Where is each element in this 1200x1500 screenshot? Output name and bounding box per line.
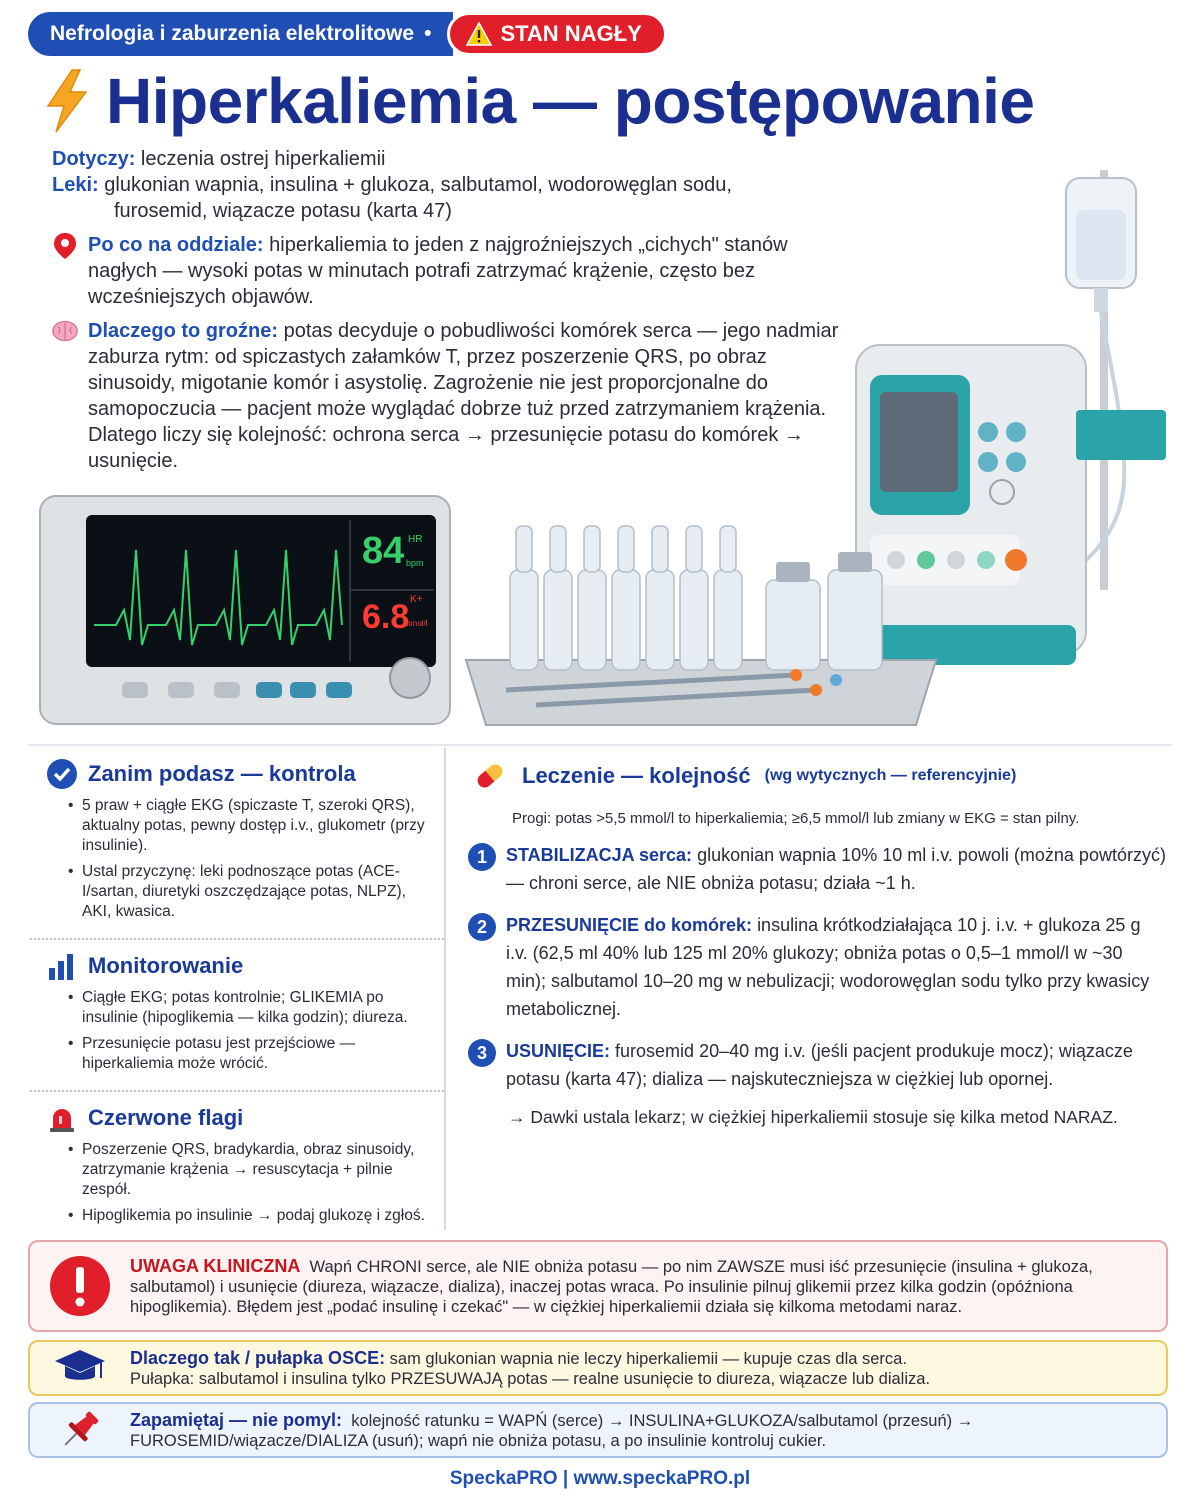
list-item: • 5 praw + ciągłe EKG (spiczaste T, szeroki QRS), aktualny potas, pewny dostęp i.v., glukometr (przy insulinie).: [68, 796, 434, 856]
step-heading: USUNIĘCIE:: [506, 1041, 611, 1061]
remember-box: [28, 1402, 1168, 1458]
leki-text-1: glukonian wapnia, insulina + glukoza, salbutamol, wodorowęglan sodu,: [104, 174, 732, 196]
step-number: 3: [468, 1039, 496, 1067]
dotyczy-label: Dotyczy:: [52, 148, 136, 170]
step-1: [468, 841, 1174, 897]
title-row: [42, 64, 1035, 138]
dlaczego-label: Dlaczego to groźne:: [88, 320, 279, 342]
po-co-label: Po co na oddziale:: [88, 234, 264, 256]
remember-heading: Zapamiętaj — nie pomyl:: [130, 1409, 343, 1430]
clinical-warning-box: [28, 1240, 1168, 1332]
page-title: Hiperkaliemia — postępowanie: [106, 65, 1035, 137]
kontrola-title: Zanim podasz — kontrola: [88, 761, 356, 786]
step-3: [468, 1037, 1174, 1093]
category-label: Nefrologia i zaburzenia elektrolitowe: [50, 22, 415, 45]
medical-equipment-illustration: [36, 170, 1176, 740]
pill-icon: [472, 758, 508, 794]
dosing-note: → Dawki ustala lekarz; w ciężkiej hiperkaliemii stosuje się kilka metod NARAZ.: [508, 1107, 1118, 1127]
step-number: 1: [468, 843, 496, 871]
emergency-label: STAN NAGŁY: [500, 21, 642, 46]
potassium-value: 6.8: [362, 598, 410, 636]
category-pill: [28, 12, 453, 56]
monitorowanie-section: [30, 938, 444, 1090]
thresholds-text: Progi: potas >5,5 mmol/l to hiperkaliemia; ≥6,5 mmol/l lub zmiany w EKG = stan pilny.: [512, 810, 1080, 827]
list-item: • Przesunięcie potasu jest przejściowe — hiperkaliemia może wrócić.: [68, 1034, 434, 1074]
step-text: furosemid 20–40 mg i.v. (jeśli pacjent produkuje mocz); wiązacze potasu (karta 47); dializa — najskuteczniejsza w ciężkiej lub opornej.: [506, 1041, 1133, 1089]
warning-text: Wapń CHRONI serce, ale NIE obniża potasu — po nim ZAWSZE musi iść przesunięcie (insulina + glukoza, salbutamol) i usunięcie (diureza, wiązacze, dializa), inaczej potas wraca. Po insulinie pilnuj glikemii przez kilka godzin (opóźniona hipoglikemia). Błędem jest „podać insulinę i czekać" — w ciężkiej hiperkaliemii działa się kilkoma metodami naraz.: [130, 1257, 1093, 1316]
graduation-cap-icon: [53, 1348, 107, 1388]
warning-icon: [466, 22, 492, 46]
ecg-monitor-icon: [40, 496, 450, 724]
monitorowanie-title: Monitorowanie: [88, 953, 244, 978]
step-number: 2: [468, 913, 496, 941]
potassium-unit: mmol/l: [404, 619, 428, 628]
flagi-section: [30, 1090, 444, 1242]
step-heading: STABILIZACJA serca:: [506, 845, 693, 865]
kontrola-section: [30, 748, 444, 938]
exclamation-icon: [48, 1254, 112, 1318]
check-circle-icon: [46, 758, 78, 790]
step-text: glukonian wapnia 10% 10 ml i.v. powoli (można powtórzyć) — chroni serce, ale NIE obniża potasu; działa ~1 h.: [506, 845, 1166, 893]
bar-chart-icon: [46, 950, 78, 982]
pushpin-icon: [56, 1406, 104, 1454]
leki-label: Leki:: [52, 174, 99, 196]
siren-icon: [46, 1102, 78, 1134]
emergency-badge: [447, 12, 666, 56]
left-column: [30, 748, 446, 1230]
treatment-title: Leczenie — kolejność: [522, 763, 751, 788]
step-heading: PRZESUNIĘCIE do komórek:: [506, 915, 753, 935]
ampoule-tray-icon: [466, 526, 936, 725]
dotyczy-row: [52, 146, 882, 172]
list-item: • Ustal przyczynę: leki podnoszące potas (ACE-I/sartan, diuretyki oszczędzające potas, NLPZ), AKI, kwasica.: [68, 862, 434, 922]
step-text: insulina krótkodziałająca 10 j. i.v. + glukoza 25 g i.v. (62,5 ml 40% lub 125 ml 20% glukozy; obniża potas o 0,5–1 mmol/l w ~30 min); salbutamol 10–20 mg w nebulizacji; wodorowęglan sodu tylko przy kwasicy metabolicznej.: [506, 915, 1150, 1019]
lightning-icon: [42, 68, 92, 134]
hr-value: 84: [362, 530, 405, 572]
footer-brand: SpeckaPRO | www.speckaPRO.pl: [449, 1468, 751, 1489]
dlaczego-text: potas decyduje o pobudliwości komórek serca — jego nadmiar zaburza rytm: od spiczastych załamków T, przez poszerzenie QRS, po obraz sinusoidy, migotanie komór i asystolię. Zagrożenie nie jest proporcjonalne do samopoczucia — pacjent może wyglądać dobrze tuż przed zatrzymaniem krążenia. Dlatego liczy się kolejność: ochrona serca → przesunięcie potasu do komórek → usunięcie.: [88, 320, 839, 472]
separator-dot: •: [424, 22, 432, 45]
step-2: [468, 911, 1174, 1023]
warning-heading: UWAGA KLINICZNA: [130, 1255, 301, 1276]
list-item: • Poszerzenie QRS, bradykardia, obraz sinusoidy, zatrzymanie krążenia → resuscytacja + pilnie zespół.: [68, 1140, 434, 1200]
treatment-subtitle: (wg wytycznych — referencyjnie): [764, 767, 1017, 784]
remember-text: kolejność ratunku = WAPŃ (serce) → INSULINA+GLUKOZA/salbutamol (przesuń) → FUROSEMID/wiązacze/DIALIZA (usuń); wapń nie obniża potasu, a po insulinie kontroluj cukier.: [130, 1411, 974, 1450]
potassium-label: K+: [410, 594, 423, 605]
osce-heading: Dlaczego tak / pułapka OSCE:: [130, 1347, 386, 1368]
dotyczy-text: leczenia ostrej hiperkaliemii: [140, 148, 386, 170]
list-item: • Hipoglikemia po insulinie → podaj glukozę i zgłoś.: [68, 1206, 434, 1226]
osce-text-2: Pułapka: salbutamol i insulina tylko PRZESUWAJĄ potas — realne usunięcie to diureza, wiązacze lub dializa.: [130, 1369, 931, 1388]
hr-unit: bpm: [406, 558, 424, 568]
osce-box: [28, 1340, 1168, 1396]
po-co-text: hiperkaliemia to jeden z najgroźniejszych „cichych" stanów nagłych — wysoki potas w minutach potrafi zatrzymać krążenie, często bez wcześniejszych objawów.: [88, 234, 788, 308]
hr-label: HR: [408, 534, 423, 545]
leki-text-2: furosemid, wiązacze potasu (karta 47): [114, 200, 452, 222]
list-item: • Ciągłe EKG; potas kontrolnie; GLIKEMIA po insulinie (hipoglikemia — kilka godzin); diureza.: [68, 988, 434, 1028]
treatment-column: [462, 750, 1174, 1232]
section-divider: [28, 744, 1172, 746]
osce-text-1: sam glukonian wapnia nie leczy hiperkaliemii — kupuje czas dla serca.: [389, 1349, 907, 1368]
top-badges: [28, 12, 667, 56]
flagi-title: Czerwone flagi: [88, 1105, 244, 1130]
